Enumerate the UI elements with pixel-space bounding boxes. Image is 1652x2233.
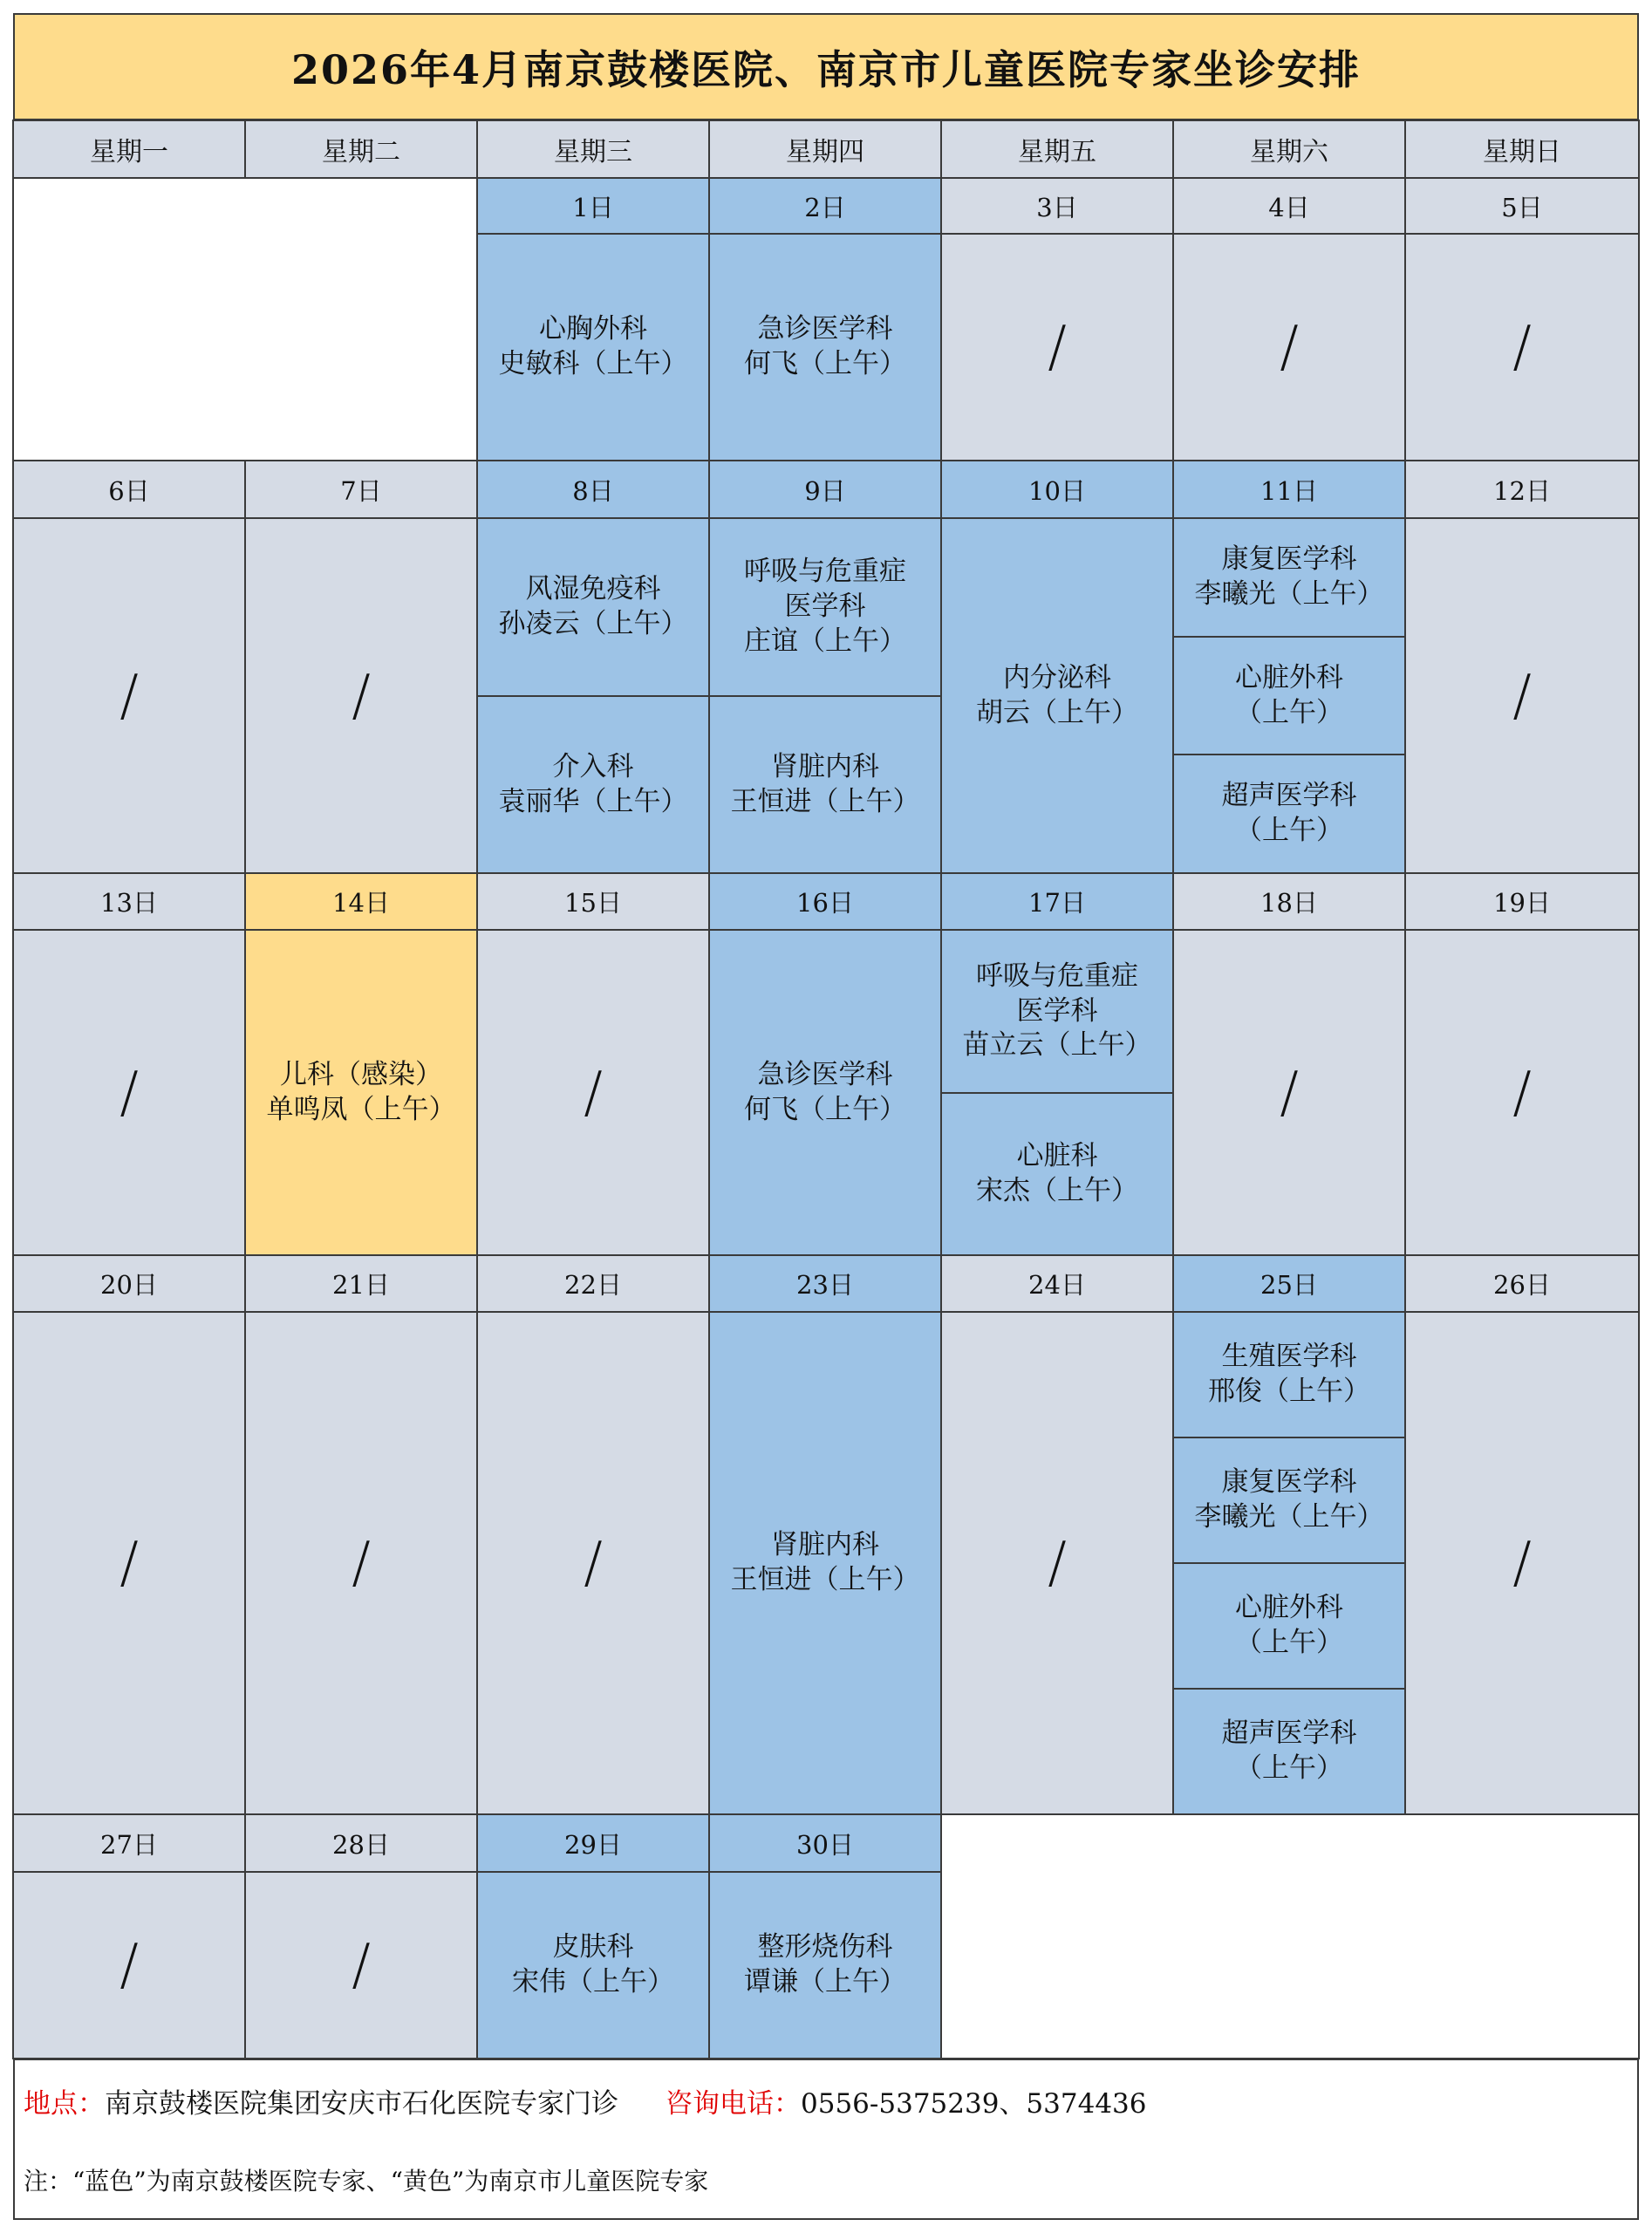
department-name: 皮肤科	[552, 1931, 634, 1963]
department-name: 心脏科	[1016, 1140, 1098, 1172]
doctor-line: 胡云（上午）	[976, 696, 1138, 728]
empty-slot: /	[12, 1871, 246, 2059]
weekday-header: 星期六	[1172, 120, 1406, 179]
date-cell: 25日	[1172, 1254, 1406, 1313]
doctor-line: 苗立云（上午）	[962, 1029, 1152, 1062]
department-name: 急诊医学科	[757, 1058, 893, 1090]
doctor-line: 李曦光（上午）	[1194, 1501, 1384, 1533]
clinic-slot	[476, 517, 710, 697]
clinic-slot	[708, 1311, 942, 1815]
phone-number: 0556-5375239、5374436	[801, 2088, 1147, 2120]
doctor-line: 孙凌云（上午）	[498, 608, 688, 639]
doctor-line: （上午）	[1235, 1627, 1343, 1658]
footer	[13, 2059, 1639, 2220]
date-cell: 13日	[12, 872, 246, 931]
clinic-slot	[940, 929, 1174, 1094]
doctor-line: 何飞（上午）	[744, 1093, 906, 1125]
empty-slot: /	[1404, 1311, 1640, 1815]
date-cell: 14日	[244, 872, 478, 931]
page-title: 2026年4月南京鼓楼医院、南京市儿童医院专家坐诊安排	[13, 13, 1639, 120]
weekday-header: 星期三	[476, 120, 710, 179]
date-cell: 10日	[940, 460, 1174, 519]
weekday-header: 星期一	[12, 120, 246, 179]
schedule-sheet	[13, 13, 1639, 2220]
clinic-slot	[476, 233, 710, 461]
department-name: 急诊医学科	[757, 313, 893, 345]
doctor-line: 谭谦（上午）	[744, 1966, 906, 1997]
clinic-slot	[708, 695, 942, 874]
weekday-header: 星期日	[1404, 120, 1640, 179]
empty-slot: /	[1172, 233, 1406, 461]
empty-slot: /	[1172, 929, 1406, 1256]
date-cell: 24日	[940, 1254, 1174, 1313]
date-cell: 29日	[476, 1813, 710, 1873]
empty-slot: /	[12, 1311, 246, 1815]
department-name: 心脏外科	[1235, 1592, 1343, 1624]
clinic-slot	[940, 517, 1174, 874]
doctor-line: （上午）	[1235, 815, 1343, 846]
note-label: 注：	[24, 2167, 73, 2195]
date-cell: 16日	[708, 872, 942, 931]
date-cell: 30日	[708, 1813, 942, 1873]
clinic-slot	[940, 1092, 1174, 1256]
department-name: 儿科（感染）	[280, 1058, 442, 1090]
note-text: “蓝色”为南京鼓楼医院专家、“黄色”为南京市儿童医院专家	[72, 2167, 709, 2195]
empty-slot: /	[940, 233, 1174, 461]
date-cell: 22日	[476, 1254, 710, 1313]
empty-slot: /	[476, 1311, 710, 1815]
department-name: 康复医学科	[1221, 543, 1357, 576]
date-cell: 23日	[708, 1254, 942, 1313]
clinic-slot	[1172, 517, 1406, 638]
department-name: 呼吸与危重症	[744, 556, 906, 588]
date-cell: 26日	[1404, 1254, 1640, 1313]
date-cell: 11日	[1172, 460, 1406, 519]
doctor-line: 王恒进（上午）	[730, 1564, 920, 1595]
doctor-line: 李曦光（上午）	[1194, 578, 1384, 610]
date-cell: 6日	[12, 460, 246, 519]
empty-slot: /	[244, 1871, 478, 2059]
department-name: 康复医学科	[1221, 1466, 1357, 1499]
clinic-slot	[708, 1871, 942, 2059]
doctor-line: 医学科	[1016, 994, 1098, 1027]
date-cell: 15日	[476, 872, 710, 931]
department-name: 呼吸与危重症	[976, 959, 1138, 992]
clinic-slot	[1172, 1311, 1406, 1438]
empty-slot: /	[940, 1311, 1174, 1815]
department-name: 超声医学科	[1221, 780, 1357, 812]
clinic-slot	[1172, 636, 1406, 755]
phone-label: 咨询电话：	[666, 2088, 801, 2120]
empty-slot: /	[1404, 929, 1640, 1256]
department-name: 介入科	[552, 750, 634, 782]
empty-slot: /	[12, 517, 246, 874]
empty-slot: /	[244, 1311, 478, 1815]
date-cell: 20日	[12, 1254, 246, 1313]
doctor-line: 史敏科（上午）	[498, 348, 688, 379]
date-cell: 18日	[1172, 872, 1406, 931]
date-cell: 19日	[1404, 872, 1640, 931]
blank-area	[940, 1813, 1640, 2059]
department-name: 内分泌科	[1003, 661, 1111, 693]
empty-slot: /	[244, 517, 478, 874]
date-cell: 3日	[940, 177, 1174, 235]
blank-area	[12, 177, 478, 461]
doctor-line: 单鸣凤（上午）	[266, 1093, 456, 1125]
date-cell: 1日	[476, 177, 710, 235]
department-name: 生殖医学科	[1221, 1341, 1357, 1373]
department-name: 肾脏内科	[771, 750, 879, 782]
clinic-slot	[1172, 1688, 1406, 1815]
department-name: 整形烧伤科	[757, 1931, 893, 1963]
clinic-slot	[1172, 754, 1406, 874]
date-cell: 7日	[244, 460, 478, 519]
weekday-header: 星期二	[244, 120, 478, 179]
doctor-line: （上午）	[1235, 696, 1343, 728]
location-text: 南京鼓楼医院集团安庆市石化医院专家门诊	[105, 2088, 618, 2120]
clinic-slot	[476, 695, 710, 874]
date-cell: 8日	[476, 460, 710, 519]
date-cell: 5日	[1404, 177, 1640, 235]
doctor-line: 医学科	[784, 591, 866, 623]
doctor-line: 宋杰（上午）	[976, 1175, 1138, 1206]
doctor-line: （上午）	[1235, 1752, 1343, 1784]
empty-slot: /	[1404, 517, 1640, 874]
doctor-line: 袁丽华（上午）	[498, 785, 688, 817]
doctor-line: 庄谊（上午）	[744, 625, 906, 657]
date-cell: 2日	[708, 177, 942, 235]
date-cell: 21日	[244, 1254, 478, 1313]
clinic-slot	[1172, 1562, 1406, 1690]
date-cell: 9日	[708, 460, 942, 519]
location-label: 地点：	[24, 2088, 105, 2120]
footer-contact	[24, 2081, 1147, 2120]
department-name: 心脏外科	[1235, 661, 1343, 693]
clinic-slot	[708, 233, 942, 461]
department-name: 超声医学科	[1221, 1717, 1357, 1750]
empty-slot: /	[12, 929, 246, 1256]
doctor-line: 何飞（上午）	[744, 348, 906, 379]
department-name: 心胸外科	[539, 313, 647, 345]
date-cell: 27日	[12, 1813, 246, 1873]
weekday-header: 星期四	[708, 120, 942, 179]
date-cell: 4日	[1172, 177, 1406, 235]
clinic-slot	[244, 929, 478, 1256]
date-cell: 28日	[244, 1813, 478, 1873]
footer-note	[24, 2162, 708, 2197]
clinic-slot	[1172, 1437, 1406, 1564]
clinic-slot	[708, 517, 942, 697]
date-cell: 12日	[1404, 460, 1640, 519]
department-name: 风湿免疫科	[525, 573, 661, 605]
clinic-slot	[476, 1871, 710, 2059]
date-cell: 17日	[940, 872, 1174, 931]
doctor-line: 王恒进（上午）	[730, 785, 920, 817]
doctor-line: 宋伟（上午）	[512, 1966, 674, 1997]
empty-slot: /	[1404, 233, 1640, 461]
weekday-header: 星期五	[940, 120, 1174, 179]
clinic-slot	[708, 929, 942, 1256]
doctor-line: 邢俊（上午）	[1208, 1376, 1370, 1407]
department-name: 肾脏内科	[771, 1529, 879, 1561]
empty-slot: /	[476, 929, 710, 1256]
